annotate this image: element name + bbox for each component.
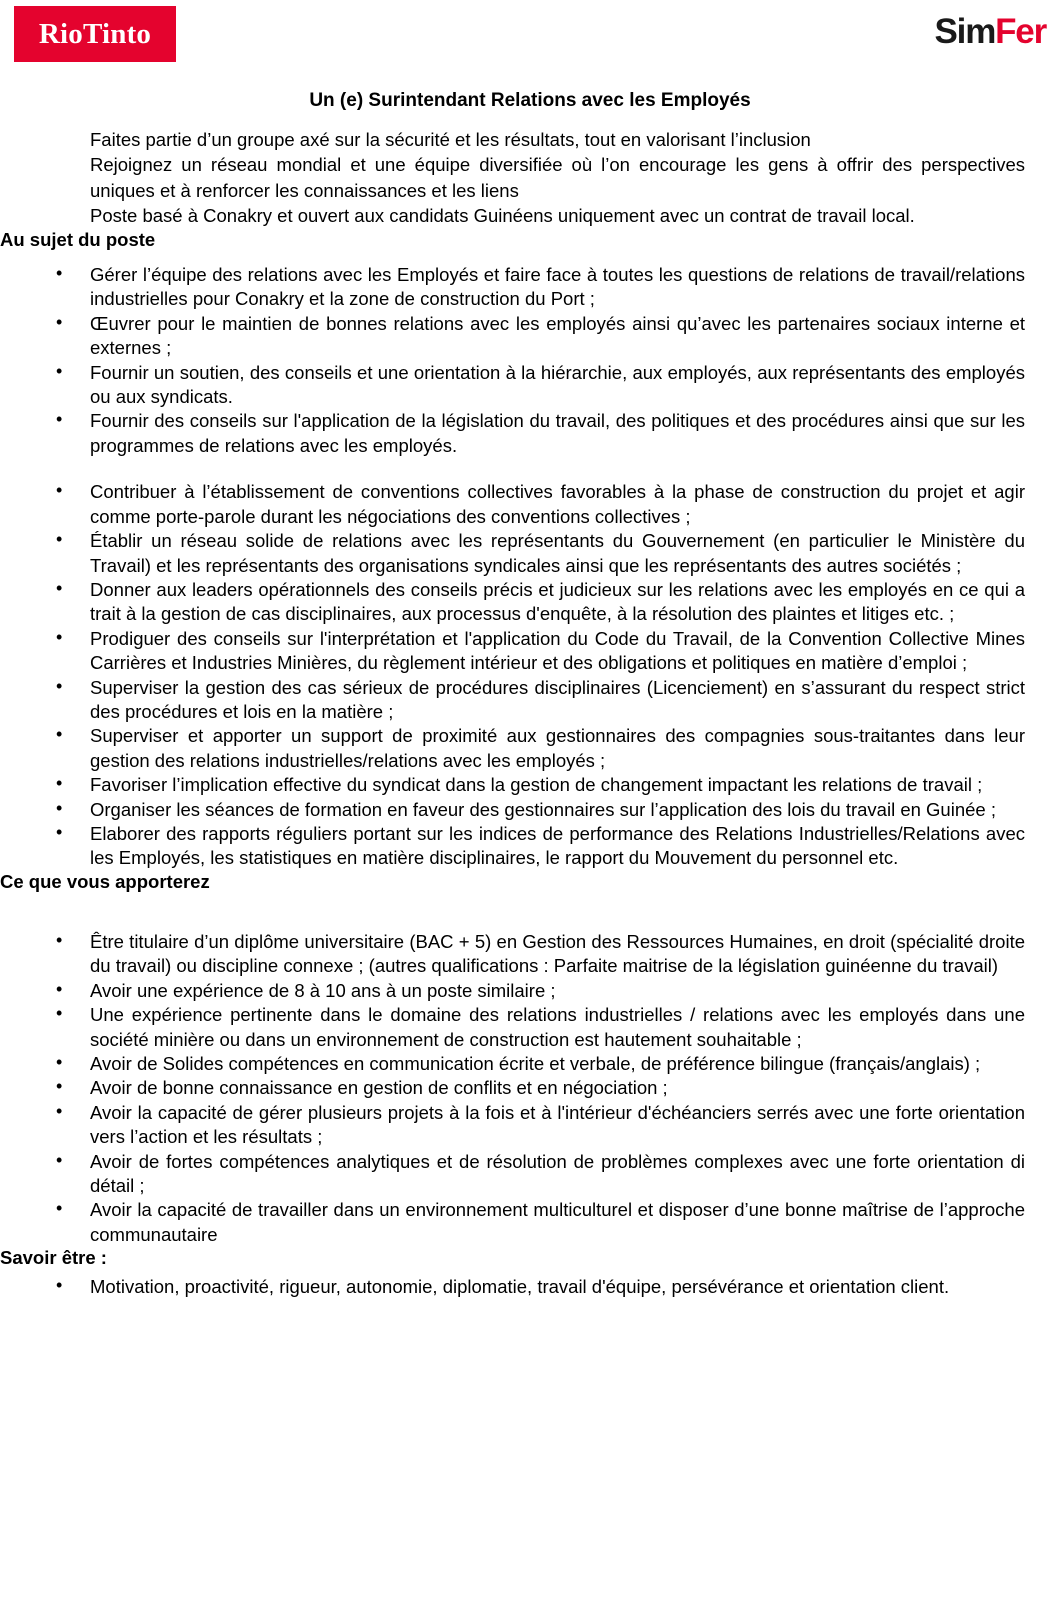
simfer-logo-text-sim: Sim [934,12,996,51]
list-item-text: Organiser les séances de formation en faveur des gestionnaires sur l’application des lois du travail en Guinée ; [90,798,996,820]
list-item-text: Contribuer à l’établissement de conventions collectives favorables à la phase de construction du projet et agir comme porte-parole durant les négociations des conventions collectives ; [90,481,1025,527]
page-title: Un (e) Surintendant Relations avec les Employés [309,90,751,111]
list-item-text: Avoir une expérience de 8 à 10 ans à un poste similaire ; [90,979,556,1001]
list-item-text: Motivation, proactivité, rigueur, autonomie, diplomatie, travail d'équipe, persévérance et orientation client. [90,1276,950,1298]
intro-block [90,127,1025,229]
list-item [0,1052,1025,1076]
list-item-text: Une expérience pertinente dans le domaine des relations industrielles / relations avec les employés dans une société minière ou dans un environnement de construction est hautement souhaitable ; [90,1004,1025,1050]
list-item-text: Avoir de Solides compétences en communication écrite et verbale, de préférence bilingue (français/anglais) ; [90,1053,981,1075]
section-heading-about: Au sujet du poste [0,228,156,250]
list-item [0,930,1025,979]
section-list-about [0,263,1025,871]
list-item [0,798,1025,822]
simfer-logo-text-fer: Fer [995,12,1046,51]
simfer-logo [935,14,1046,49]
list-item-text: Être titulaire d’un diplôme universitaire (BAC + 5) en Gestion des Ressources Humaines, en droit (spécialité droite du travail) ou discipline connexe ; (autres qualifications : Parfaite maitrise de la législation guinéenne du travail) [90,930,1025,977]
list-item [0,773,1025,797]
section-heading-savoir: Savoir être : [0,1247,107,1269]
list-item [0,1150,1025,1199]
list-item [0,409,1025,458]
list-item [0,1003,1025,1052]
list-item [0,724,1025,773]
list-item [0,361,1025,410]
list-item-text: Œuvrer pour le maintien de bonnes relations avec les employés ainsi qu’avec les partenaires sociaux interne et externes ; [90,312,1025,359]
list-item [0,676,1025,725]
list-item-text: Prodiguer des conseils sur l'interprétation et l'application du Code du Travail, de la Convention Collective Mines Carrières et Industries Minières, du règlement intérieur et des obligations et politiques en matière d’emploi ; [90,627,1025,674]
list-item-text: Elaborer des rapports réguliers portant sur les indices de performance des Relations Industrielles/Relations avec les Employés, les statistiques en matière disciplinaires, le rapport du Mouvement du personnel etc. [90,822,1025,869]
list-item-text: Avoir la capacité de travailler dans un environnement multiculturel et disposer d’une bonne maîtrise de l’approche communautaire [90,1199,1025,1245]
section-heading-bring: Ce que vous apporterez [0,870,210,892]
list-item-text: Superviser et apporter un support de proximité aux gestionnaires des compagnies sous-traitantes dans leur gestion des relations industrielles/relations avec les employés ; [90,725,1025,771]
document-header [0,0,1060,78]
list-item-text: Établir un réseau solide de relations avec les représentants du Gouvernement (en particulier le Ministère du Travail) et les représentants des organisations syndicales ainsi que les représentants des autres sociétés ; [90,530,1025,576]
list-item-text: Fournir un soutien, des conseils et une orientation à la hiérarchie, aux employés, aux représentants des employés ou aux syndicats. [90,361,1025,408]
section-list-bring [0,930,1025,1247]
riotinto-logo-text: RioTinto [38,17,152,50]
list-item [0,627,1025,676]
list-item [0,822,1025,871]
intro-line-3: Poste basé à Conakry et ouvert aux candidats Guinéens uniquement avec un contrat de travail local. [90,205,915,227]
list-item-text: Avoir de fortes compétences analytiques et de résolution de problèmes complexes avec une forte orientation di détail ; [90,1150,1025,1197]
riotinto-logo [14,6,176,62]
list-item [0,312,1025,361]
list-item-text: Gérer l’équipe des relations avec les Employés et faire face à toutes les questions de relations de travail/relations industrielles pour Conakry et la zone de construction du Port ; [90,264,1025,310]
list-item [0,480,1025,529]
list-item [0,578,1025,627]
list-item-text: Fournir des conseils sur l'application de la législation du travail, des politiques et des procédures ainsi que sur les programmes de relations avec les employés. [90,410,1025,456]
list-item [0,1076,1025,1100]
list-item-text: Favoriser l’implication effective du syndicat dans la gestion de changement impactant les relations de travail ; [90,774,983,796]
list-item [0,979,1025,1003]
list-item [0,1101,1025,1150]
list-item-text: Superviser la gestion des cas sérieux de procédures disciplinaires (Licenciement) en s’assurant du respect strict des procédures et lois en la matière ; [90,676,1025,722]
list-item-text: Avoir la capacité de gérer plusieurs projets à la fois et à l'intérieur d'échéanciers serrés avec une forte orientation vers l’action et les résultats ; [90,1101,1025,1148]
list-item [0,1198,1025,1247]
list-item [0,1275,1025,1299]
list-item-text: Donner aux leaders opérationnels des conseils précis et judicieux sur les relations avec les employés en ce qui a trait à la gestion de cas disciplinaires, aux processus d'enquête, à la résolution des plaintes et litiges etc. ; [90,578,1025,625]
intro-line-1: Faites partie d’un groupe axé sur la sécurité et les résultats, tout en valorisant l’inclusion [90,128,811,150]
list-item [0,263,1025,312]
list-item-text: Avoir de bonne connaissance en gestion de conflits et en négociation ; [90,1077,668,1099]
section-list-savoir [0,1275,1025,1299]
list-item [0,529,1025,578]
intro-line-2: Rejoignez un réseau mondial et une équipe diversifiée où l’on encourage les gens à offrir des perspectives uniques et à renforcer les connaissances et les liens [90,154,1025,201]
